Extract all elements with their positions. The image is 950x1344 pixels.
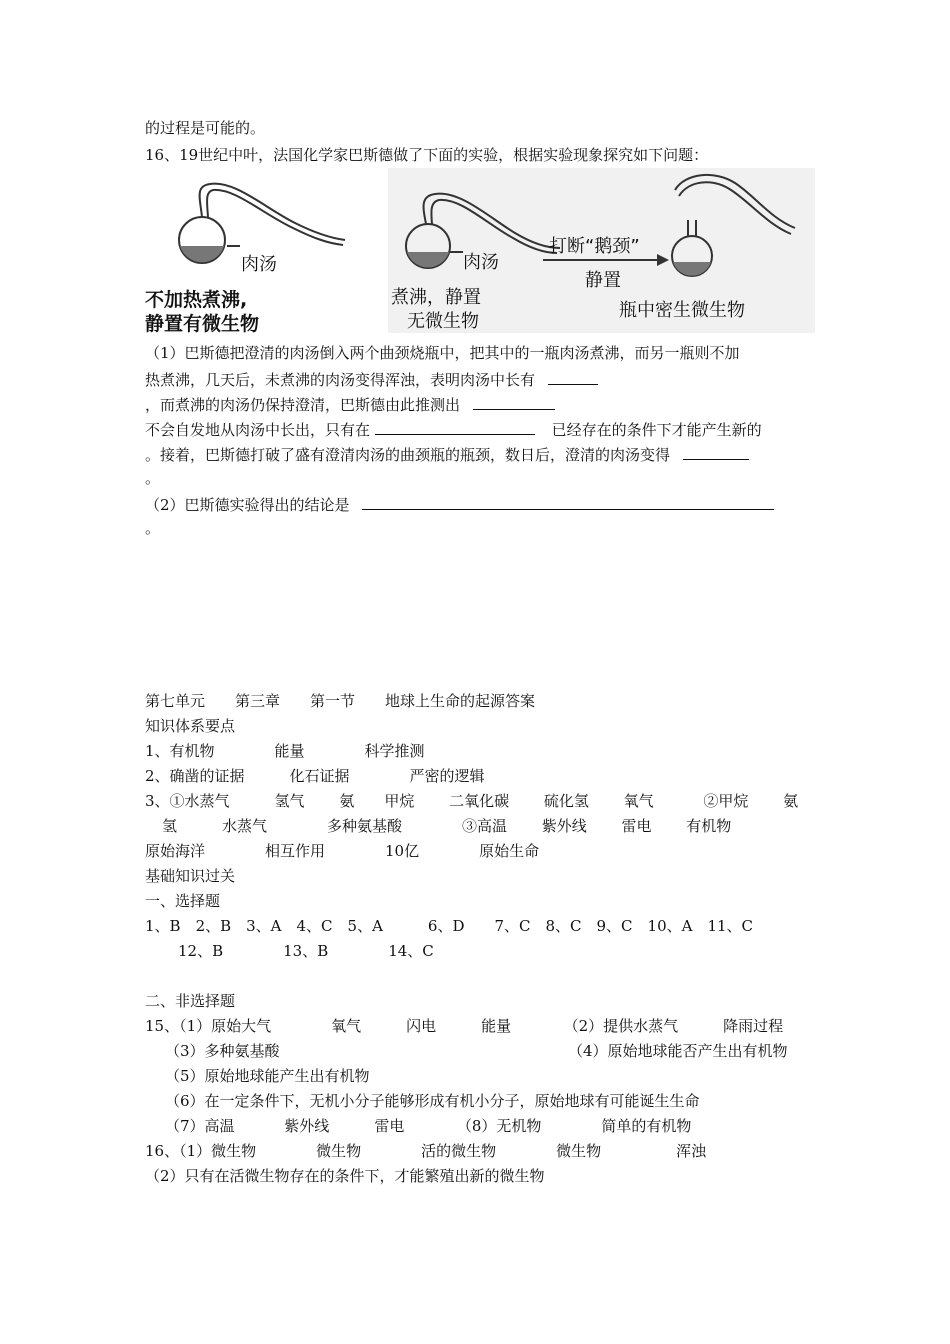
- answers-title: 第七单元 第三章 第一节 地球上生命的起源答案: [145, 692, 536, 710]
- panel1-caption-line1: 不加热煮沸,: [145, 289, 248, 311]
- q16-part1-line4: 不会自发地从肉汤中长出，只有在 已经存在的条件下才能产生新的: [145, 418, 762, 440]
- section-knowledge-points: 知识体系要点: [145, 717, 236, 735]
- intro-tail-text: 的过程是可能的。: [145, 119, 266, 137]
- question-16-stem: 16、19世纪中叶，法国化学家巴斯德做了下面的实验，根据实验现象探究如下问题：: [145, 146, 709, 164]
- answer-blank-2[interactable]: [473, 393, 555, 410]
- answer-blank-1[interactable]: [548, 368, 598, 385]
- panel3-caption: 瓶中密生微生物: [619, 300, 745, 321]
- pasteur-experiment-figure: [145, 168, 815, 333]
- multiple-choice-answers-line1: 1、B 2、B 3、A 4、C 5、A 6、D 7、C 8、C 9、C 10、A 11、C: [145, 917, 754, 935]
- panel1-caption-line2: 静置有微生物: [145, 313, 260, 335]
- q16-part1-line6: 。: [145, 469, 161, 487]
- answer-1: 1、有机物 能量 科学推测: [145, 742, 425, 760]
- answer-2: 2、确凿的证据 化石证据 严密的逻辑: [145, 767, 485, 785]
- multiple-choice-answers-line2: 12、B 13、B 14、C: [178, 942, 434, 960]
- section-basic-knowledge: 基础知识过关: [145, 867, 236, 885]
- answer-15-line1: 15、（1）原始大气 氧气 闪电 能量 （2）提供水蒸气 降雨过程: [145, 1017, 784, 1035]
- q16-part2-line1: （2）巴斯德实验得出的结论是: [145, 493, 774, 515]
- subsection-non-choice: 二、非选择题: [145, 992, 236, 1010]
- panel1-broth-label: 肉汤: [241, 254, 277, 275]
- answer-16-line1: 16、（1）微生物 微生物 活的微生物 微生物 浑浊: [145, 1142, 707, 1160]
- q16-part2-line2: 。: [145, 519, 161, 537]
- arrow-label-top: 打断“鹅颈”: [549, 236, 640, 257]
- panel2-broth-label: 肉汤: [463, 252, 499, 273]
- arrow-label-bottom: 静置: [585, 270, 621, 291]
- answer-3-line3: 原始海洋 相互作用 10亿 原始生命: [145, 842, 540, 860]
- answer-15-line3: （5）原始地球能产生出有机物: [165, 1067, 370, 1085]
- panel2-caption-line2: 无微生物: [407, 311, 479, 332]
- answer-blank-5[interactable]: [362, 493, 774, 510]
- answer-15-line2a: （3）多种氨基酸: [165, 1042, 280, 1060]
- q16-part1-line5: 。接着，巴斯德打破了盛有澄清肉汤的曲颈瓶的瓶颈，数日后，澄清的肉汤变得: [145, 443, 749, 465]
- answer-15-line4: （6）在一定条件下，无机小分子能够形成有机小分子，原始地球有可能诞生生命: [165, 1092, 700, 1110]
- answer-15-line5: （7）高温 紫外线 雷电 （8）无机物 简单的有机物: [165, 1117, 692, 1135]
- answer-3-line1: 3、①水蒸气 氢气 氨 甲烷 二氧化碳 硫化氢 氧气 ②甲烷 氨: [145, 792, 799, 810]
- answer-3-line2: 氢 水蒸气 多种氨基酸 ③高温 紫外线 雷电 有机物: [162, 817, 732, 835]
- q16-part1-line3: ，而煮沸的肉汤仍保持澄清，巴斯德由此推测出: [145, 393, 555, 415]
- q16-part1-line1: （1）巴斯德把澄清的肉汤倒入两个曲颈烧瓶中，把其中的一瓶肉汤煮沸，而另一瓶则不加: [145, 344, 740, 362]
- q16-part1-line2: 热煮沸，几天后，未煮沸的肉汤变得浑浊，表明肉汤中长有: [145, 368, 598, 390]
- subsection-multiple-choice: 一、选择题: [145, 892, 221, 910]
- answer-16-line2: （2）只有在活微生物存在的条件下，才能繁殖出新的微生物: [145, 1167, 545, 1185]
- panel2-caption-line1: 煮沸，静置: [391, 287, 481, 308]
- answer-blank-4[interactable]: [683, 443, 749, 460]
- answer-blank-3[interactable]: [375, 418, 535, 435]
- answer-15-line2b: （4）原始地球能否产生出有机物: [568, 1042, 788, 1060]
